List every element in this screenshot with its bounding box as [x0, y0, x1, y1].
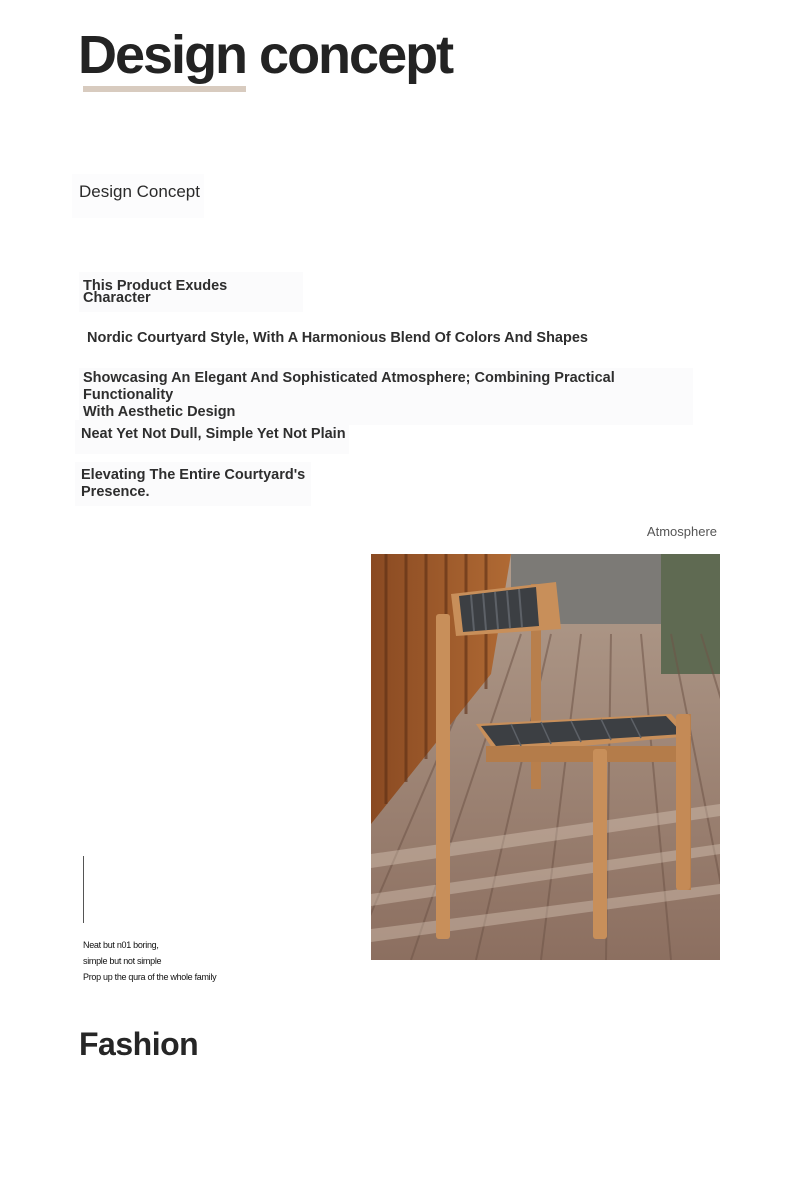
chair-seat-apron	[486, 746, 686, 762]
paragraph-line: Showcasing An Elegant And Sophisticated Atmosphere; Combining Practical Functionality	[83, 370, 615, 403]
fashion-heading: Fashion	[79, 1026, 199, 1062]
paragraph-line: This Product Exudes	[83, 278, 228, 294]
chair-illustration	[371, 554, 720, 960]
atmosphere-label: Atmosphere	[646, 524, 717, 539]
atmosphere-caption	[83, 937, 216, 985]
concept-paragraph-5	[75, 462, 311, 506]
chair-right-leg	[676, 714, 690, 890]
section-subtitle: Design Concept	[72, 174, 204, 218]
concept-paragraph-2	[87, 330, 607, 347]
concept-paragraph-1	[79, 272, 303, 312]
concept-paragraph-3	[79, 368, 693, 425]
page-title: Design concept	[78, 25, 453, 85]
caption-line: Prop up the qura of the whole family	[83, 972, 217, 982]
paragraph-line: With Aesthetic Design	[83, 404, 236, 420]
title-underline	[83, 86, 246, 92]
chair-front-left-leg	[436, 614, 450, 939]
caption-line: Neat but n01 boring,	[83, 940, 159, 950]
chair-front-right-leg	[593, 749, 607, 939]
caption-line: simple but not simple	[83, 956, 162, 966]
paragraph-line: Neat Yet Not Dull, Simple Yet Not Plain	[81, 426, 346, 442]
vertical-divider	[83, 856, 84, 923]
chair-photo	[371, 554, 720, 960]
paragraph-line: Character	[83, 290, 151, 306]
paragraph-line: Presence.	[81, 484, 150, 500]
paragraph-line: Elevating The Entire Courtyard's	[81, 467, 306, 483]
concept-paragraph-4	[75, 420, 349, 454]
plants	[661, 554, 720, 674]
paragraph-line: Nordic Courtyard Style, With A Harmonious Blend Of Colors And Shapes	[87, 330, 588, 346]
